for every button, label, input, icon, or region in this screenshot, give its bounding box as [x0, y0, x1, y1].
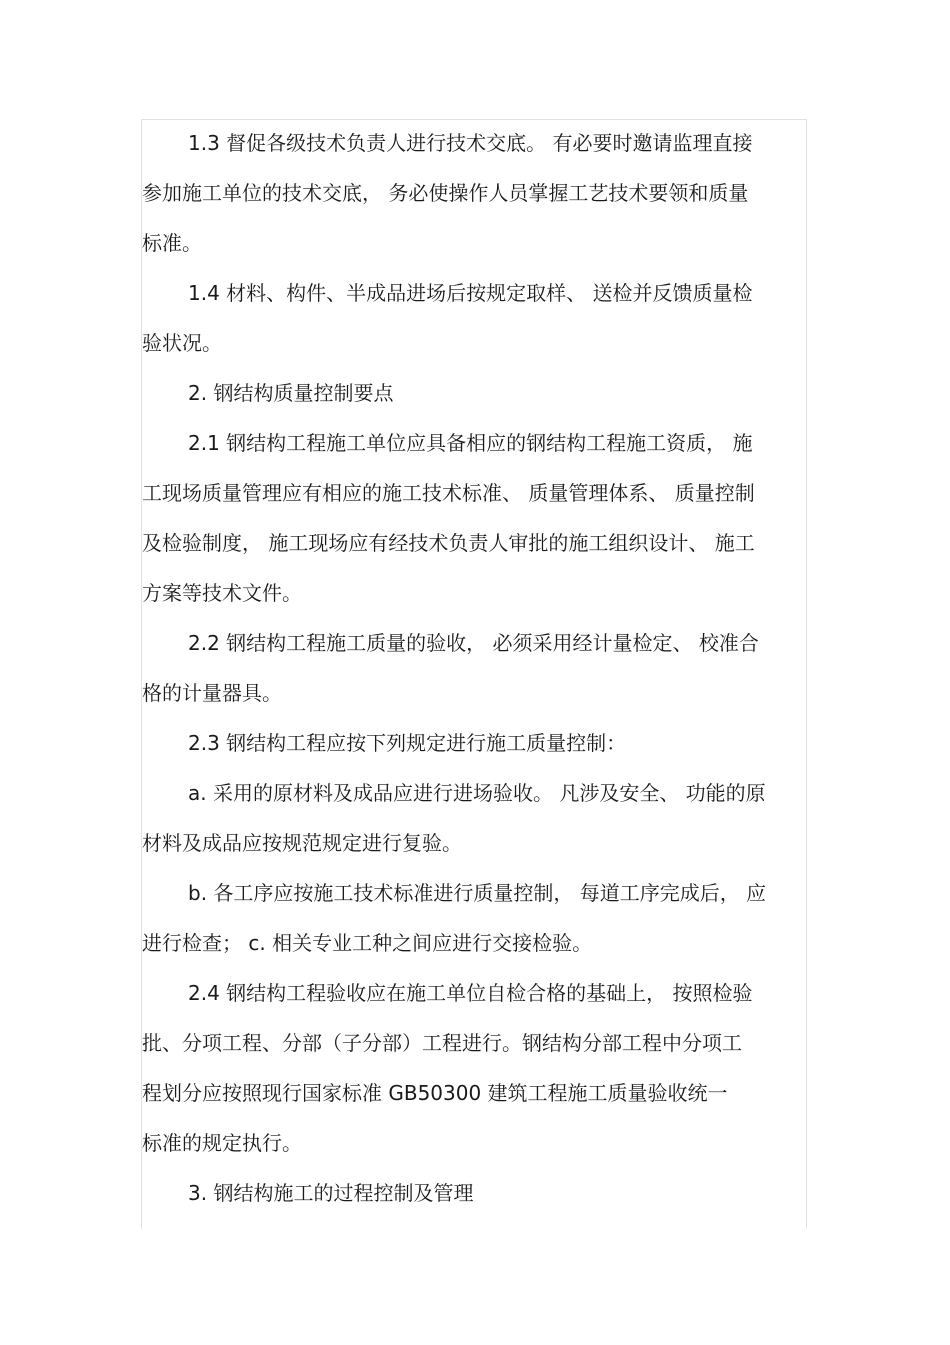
section-heading-3: 3. 钢结构施工的过程控制及管理 — [188, 1181, 474, 1205]
text-line-7: 2.1 钢结构工程施工单位应具备相应的钢结构工程施工资质， 施 — [188, 431, 753, 455]
text-line-12: 格的计量器具。 — [142, 681, 282, 705]
text-line-8: 工现场质量管理应有相应的施工技术标准、 质量管理体系、 质量控制 — [142, 481, 755, 505]
text-line-10: 方案等技术文件。 — [142, 581, 302, 605]
page-content — [141, 119, 807, 1229]
text-line-17: 进行检查； c. 相关专业工种之间应进行交接检验。 — [142, 931, 593, 955]
text-line-5: 验状况。 — [142, 331, 222, 355]
text-line-20: 程划分应按照现行国家标准 GB50300 建筑工程施工质量验收统一 — [142, 1081, 728, 1105]
text-line-21: 标准的规定执行。 — [142, 1131, 302, 1155]
text-line-4: 1.4 材料、构件、半成品进场后按规定取样、 送检并反馈质量检 — [188, 281, 753, 305]
text-line-9: 及检验制度， 施工现场应有经技术负责人审批的施工组织设计、 施工 — [142, 531, 755, 555]
text-line-11: 2.2 钢结构工程施工质量的验收， 必须采用经计量检定、 校准合 — [188, 631, 759, 655]
text-line-18: 2.4 钢结构工程验收应在施工单位自检合格的基础上， 按照检验 — [188, 981, 753, 1005]
text-line-3: 标准。 — [142, 231, 202, 255]
text-line-2: 参加施工单位的技术交底， 务必使操作人员掌握工艺技术要领和质量 — [142, 181, 749, 205]
text-line-13: 2.3 钢结构工程应按下列规定进行施工质量控制： — [188, 731, 627, 755]
text-line-1: 1.3 督促各级技术负责人进行技术交底。 有必要时邀请监理直接 — [188, 131, 753, 155]
text-line-16: b. 各工序应按施工技术标准进行质量控制， 每道工序完成后， 应 — [188, 881, 767, 905]
text-line-19: 批、分项工程、分部（子分部）工程进行。钢结构分部工程中分项工 — [142, 1031, 742, 1055]
text-line-14: a. 采用的原材料及成品应进行进场验收。 凡涉及安全、 功能的原 — [188, 781, 766, 805]
section-heading-2: 2. 钢结构质量控制要点 — [188, 381, 394, 405]
text-line-15: 材料及成品应按规范规定进行复验。 — [142, 831, 462, 855]
